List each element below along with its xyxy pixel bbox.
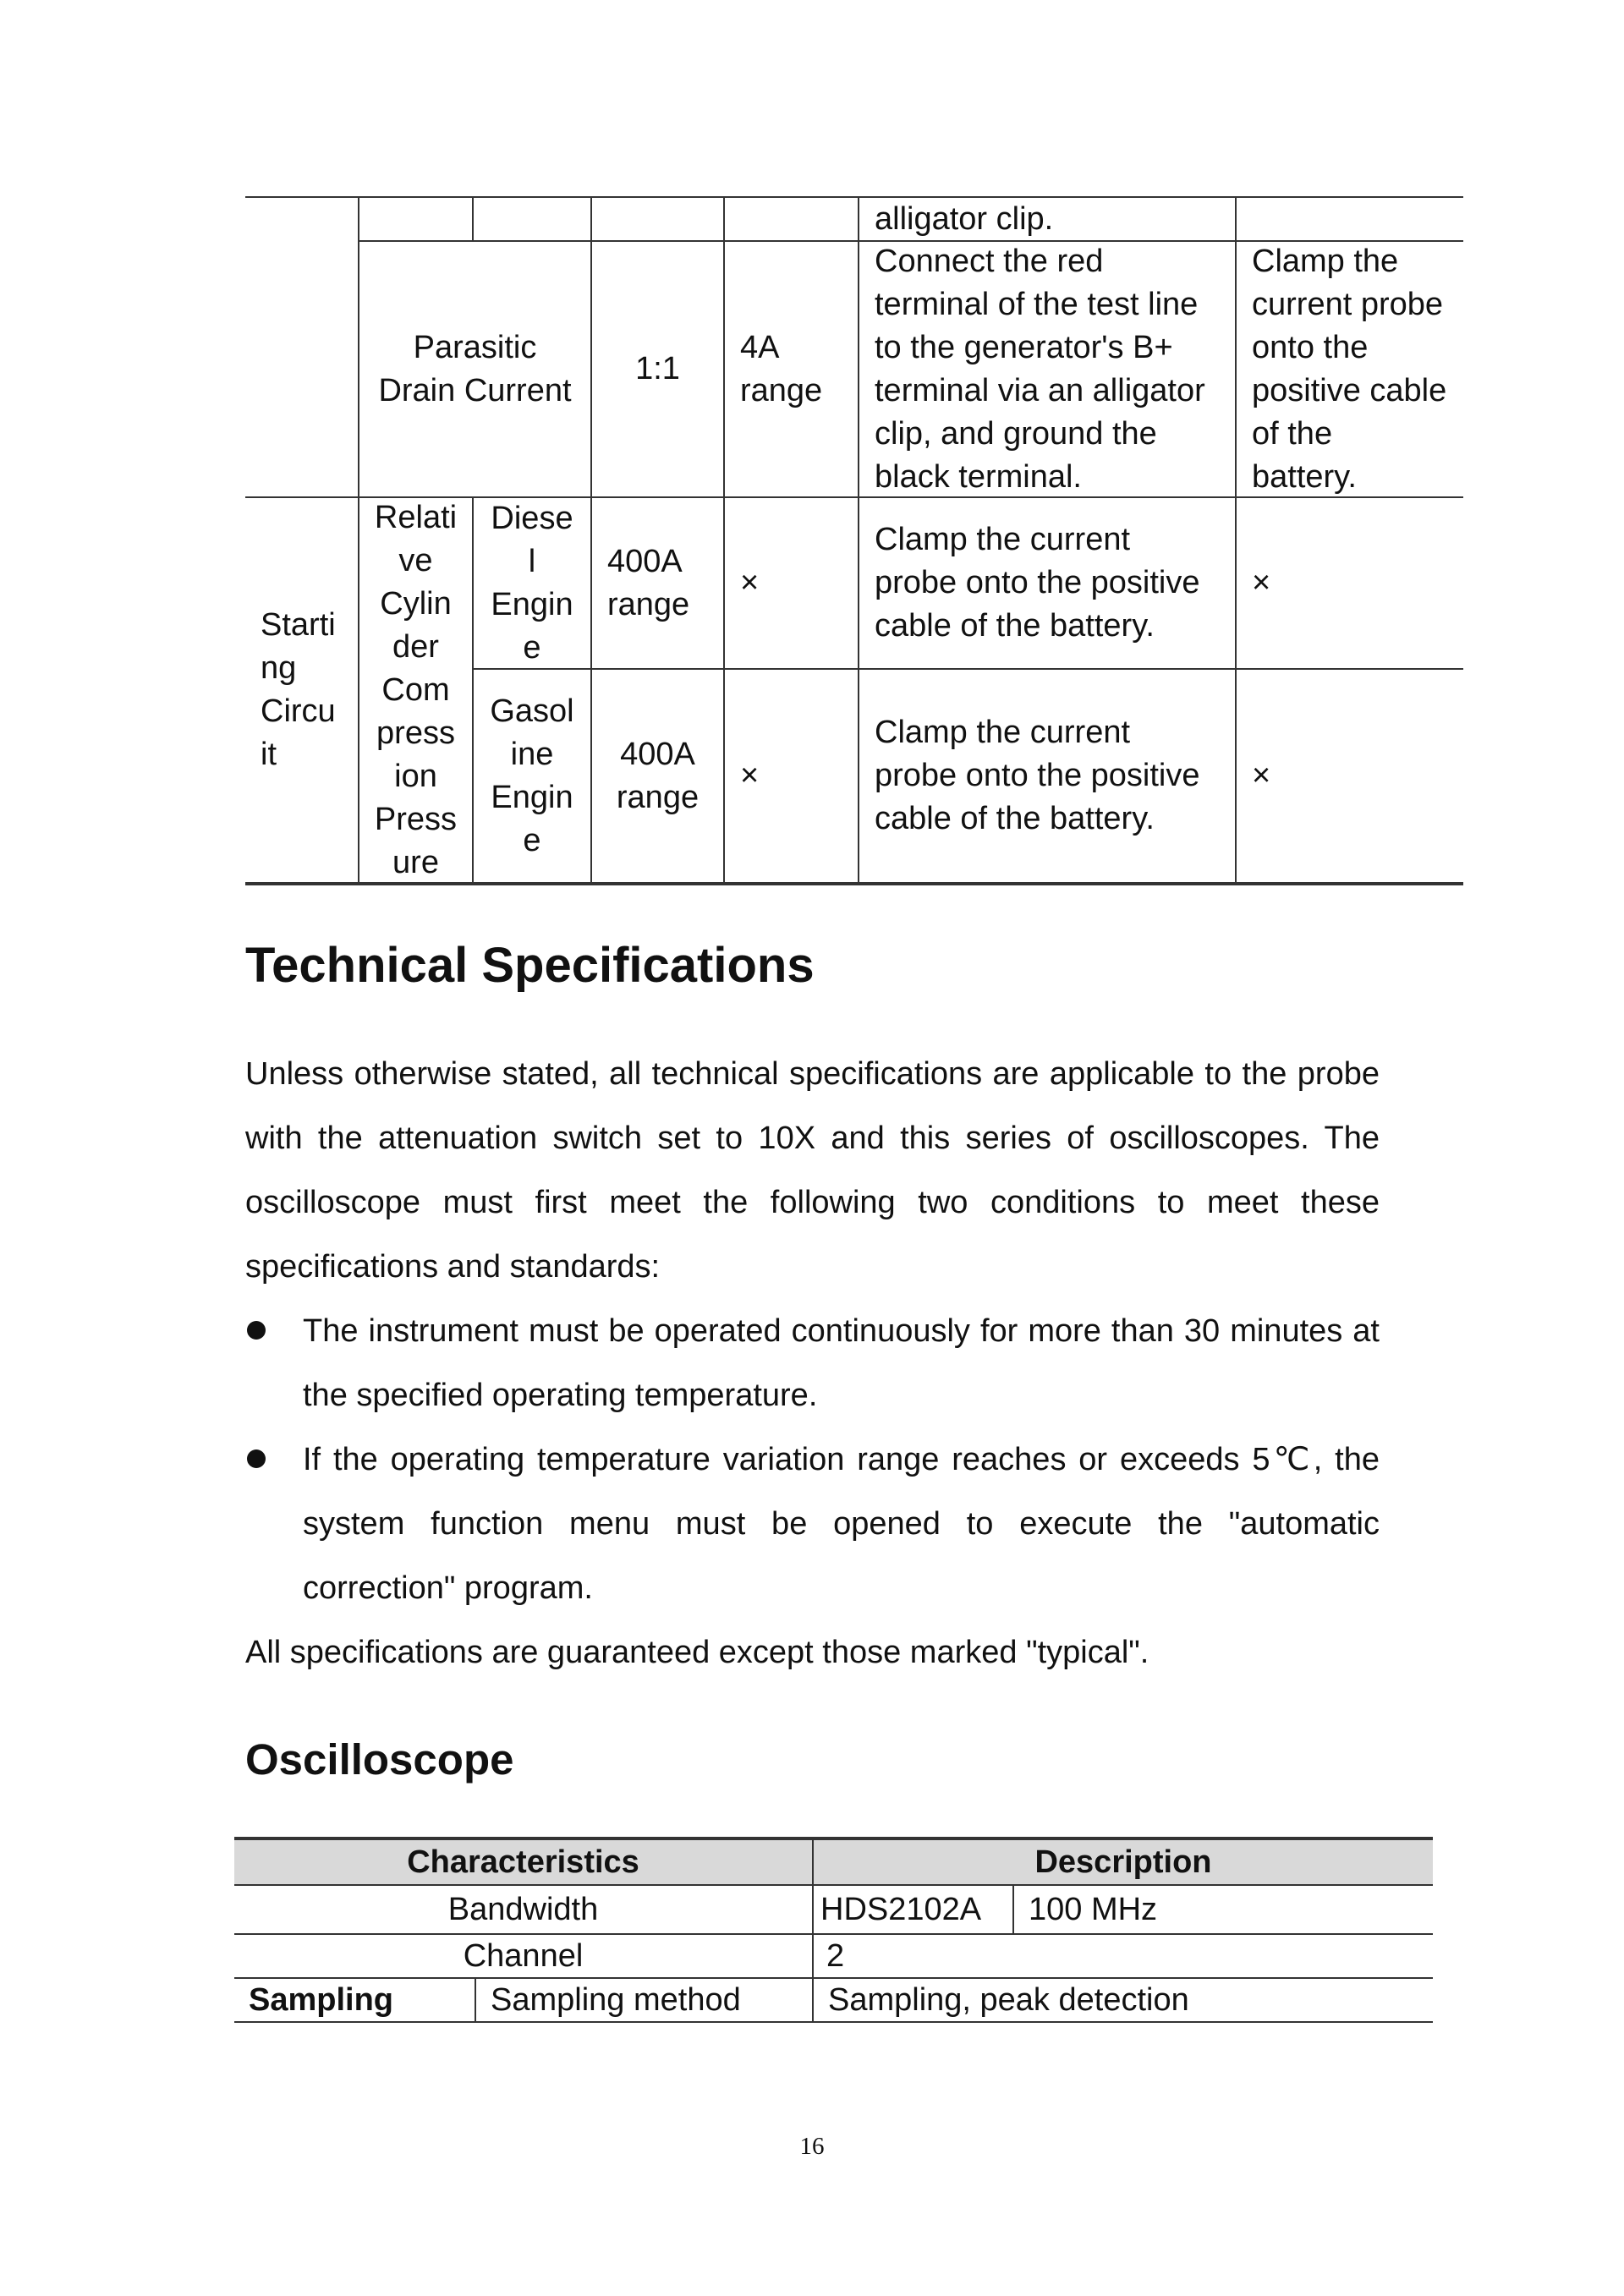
cell-gasoline-operation: × — [1252, 758, 1271, 793]
cell-gasoline-engine: Gasol ine Engin e — [490, 693, 574, 858]
cell-special-cont: alligator clip. — [875, 200, 1054, 237]
section-title-technical-specifications: Technical Specifications — [245, 938, 815, 993]
cell-diesel-special: Clamp the current probe onto the positive cable of the battery. — [875, 522, 1200, 644]
bullet-dot-icon — [247, 1321, 266, 1340]
cell-diesel-engine: Diese l Engin e — [491, 500, 573, 666]
intro-line-4: specifications and standards: — [245, 1249, 661, 1285]
cell-starting-category: Starti ng Circu it — [261, 607, 336, 772]
row-bandwidth-model: HDS2102A — [820, 1891, 982, 1927]
row-sampling-group: Sampling — [249, 1981, 394, 2018]
page-number: 16 — [799, 2133, 825, 2160]
cell-parasitic-ratio: 1:1 — [635, 351, 680, 386]
bullet-1-line-1: The instrument must be operated continuously for more than 30 minutes at — [303, 1313, 1380, 1349]
cell-diesel-mark: × — [740, 565, 760, 600]
cell-starting-subcategory: Relati ve Cylin der Com press ion Press ure — [374, 499, 458, 880]
intro-line-1: Unless otherwise stated, all technical specifications are applicable to the probe — [245, 1056, 1380, 1092]
cell-gasoline-range: 400A range — [616, 736, 700, 815]
cell-diesel-operation: × — [1252, 565, 1271, 600]
oscilloscope-spec-table — [234, 1837, 1433, 2025]
bullet-2-line-2: system function menu must be opened to execute the "automatic — [303, 1506, 1380, 1542]
row-bandwidth-label: Bandwidth — [447, 1891, 599, 1927]
row-sampling-label: Sampling method — [491, 1981, 741, 2018]
cell-parasitic-name: Parasitic Drain Current — [378, 329, 572, 408]
table-rule — [245, 196, 1463, 198]
cell-parasitic-operation: Clamp the current probe onto the positive cable of the battery. — [1252, 243, 1447, 495]
row-bandwidth-value: 100 MHz — [1029, 1891, 1158, 1927]
row-channel-label: Channel — [463, 1937, 584, 1974]
cell-gasoline-special: Clamp the current probe onto the positive cable of the battery. — [875, 715, 1200, 836]
bullet-dot-icon — [247, 1449, 266, 1468]
row-sampling-value: Sampling, peak detection — [828, 1981, 1189, 2018]
header-characteristics: Characteristics — [407, 1844, 639, 1880]
bullet-2-line-3: correction" program. — [303, 1570, 593, 1606]
cell-parasitic-range: 4A range — [740, 329, 823, 408]
bullet-2-line-1: If the operating temperature variation range reaches or exceeds 5℃, the — [303, 1442, 1380, 1477]
header-description: Description — [1034, 1844, 1212, 1880]
closing-paragraph: All specifications are guaranteed except those marked "typical". — [245, 1635, 1149, 1670]
cell-parasitic-special: Connect the red terminal of the test line to the generator's B+ terminal via an alligator clip, and ground the black terminal. — [875, 243, 1205, 495]
measurement-table-continued — [245, 196, 1463, 886]
intro-line-2: with the attenuation switch set to 10X and this series of oscilloscopes. The — [245, 1121, 1380, 1156]
intro-line-3: oscilloscope must first meet the following two conditions to meet these — [245, 1185, 1380, 1220]
cell-gasoline-mark: × — [740, 758, 760, 793]
table-rule — [234, 2021, 1433, 2023]
table-rule — [472, 196, 474, 242]
bullet-1-line-2: the specified operating temperature. — [303, 1378, 818, 1413]
cell-diesel-range: 400A range — [607, 543, 690, 622]
row-channel-value: 2 — [826, 1937, 845, 1974]
section-title-oscilloscope: Oscilloscope — [245, 1735, 514, 1784]
